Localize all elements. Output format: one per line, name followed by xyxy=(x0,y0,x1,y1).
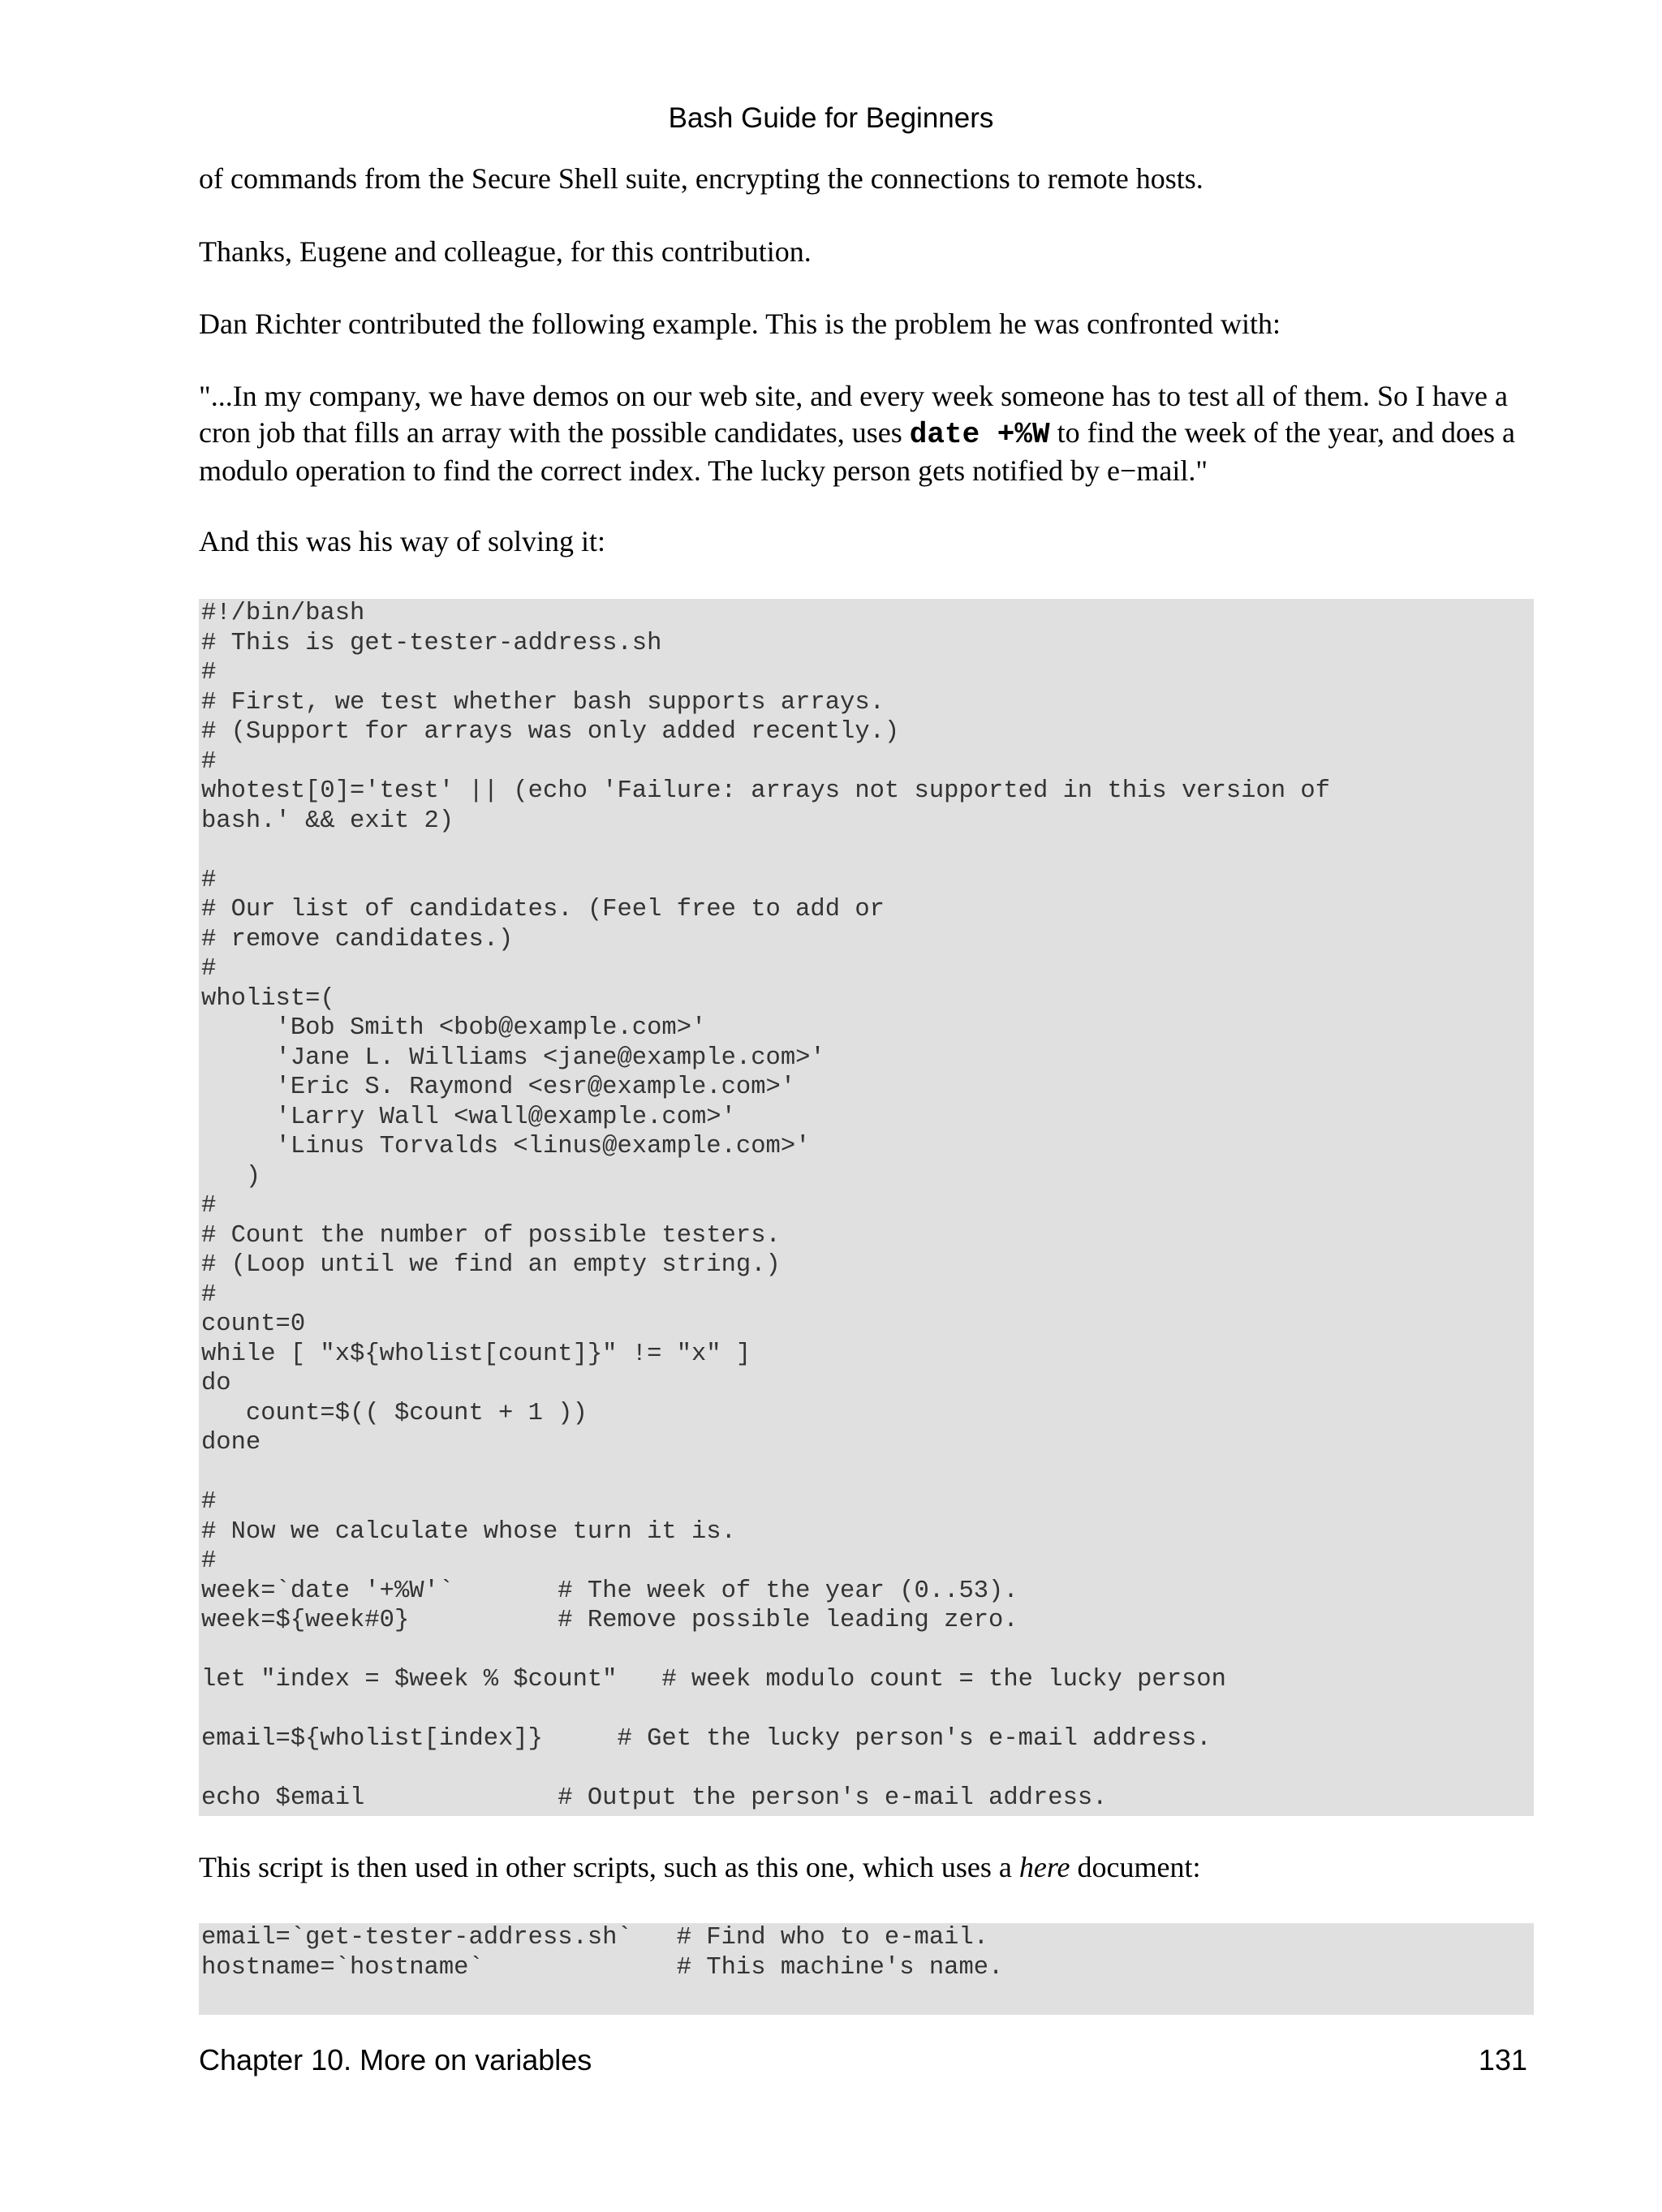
footer-page-number: 131 xyxy=(1478,2043,1527,2076)
quote-text-end: to find the week of the year, and does a modulo operation to find the correct index. The lucky person gets notified by e−mail." xyxy=(199,416,1515,487)
here-text-start: This script is then used in other scripts, such as this one, which uses a xyxy=(199,1851,1019,1883)
code-block-get-tester-address: #!/bin/bash # This is get-tester-address.sh # # First, we test whether bash supports arrays. # (Support for arrays was only added recently.) # whotest[0]='test' || (echo 'Failure: arrays not supported in this version of bash.' && exit 2) # # Our list of candidates. (Feel free to add or # remove candidates.) # wholist=( 'Bob Smith <bob@example.com>' 'Jane L. Williams <jane@example.com>' 'Eric S. Raymond <esr@example.com>' 'Larry Wall <wall@example.com>' 'Linus Torvalds <linus@example.com>' ) # # Count the number of possible testers. # (Loop until we find an empty string.) # count=0 while [ "x${wholist[count]}" != "x" ] do count=$(( $count + 1 )) done # # Now we calculate whose turn it is. # week=`date '+%W'` # The week of the year (0..53). week=${week#0} # Remove possible leading zero. let "index = $week % $count" # week modulo count = the lucky person email=${wholist[index]} # Get the lucky person's e-mail address. echo $email # Output the person's e-mail address. xyxy=(199,599,1534,1816)
quote-text-start: "...In my company, we have demos on our web site, and every week someone has to test all of them. So I have a cron job that fills an array with the possible candidates, uses xyxy=(199,380,1508,449)
paragraph-dan-richter: Dan Richter contributed the following example. This is the problem he was confronted with: xyxy=(199,308,1281,340)
paragraph-secure-shell: of commands from the Secure Shell suite, encrypting the connections to remote hosts. xyxy=(199,162,1203,195)
code-block-email-hostname: email=`get-tester-address.sh` # Find who to e-mail. hostname=`hostname` # This machine's name. xyxy=(199,1923,1534,2015)
running-header: Bash Guide for Beginners xyxy=(668,102,994,134)
here-text-end: document: xyxy=(1070,1851,1201,1883)
paragraph-quote xyxy=(199,378,1546,489)
paragraph-here-document xyxy=(199,1849,1546,1886)
inline-code-date: date +%W xyxy=(909,418,1050,451)
paragraph-thanks: Thanks, Eugene and colleague, for this contribution. xyxy=(199,235,812,268)
paragraph-solution-intro: And this was his way of solving it: xyxy=(199,525,605,557)
here-emphasis: here xyxy=(1018,1851,1070,1883)
footer-chapter: Chapter 10. More on variables xyxy=(199,2043,592,2076)
